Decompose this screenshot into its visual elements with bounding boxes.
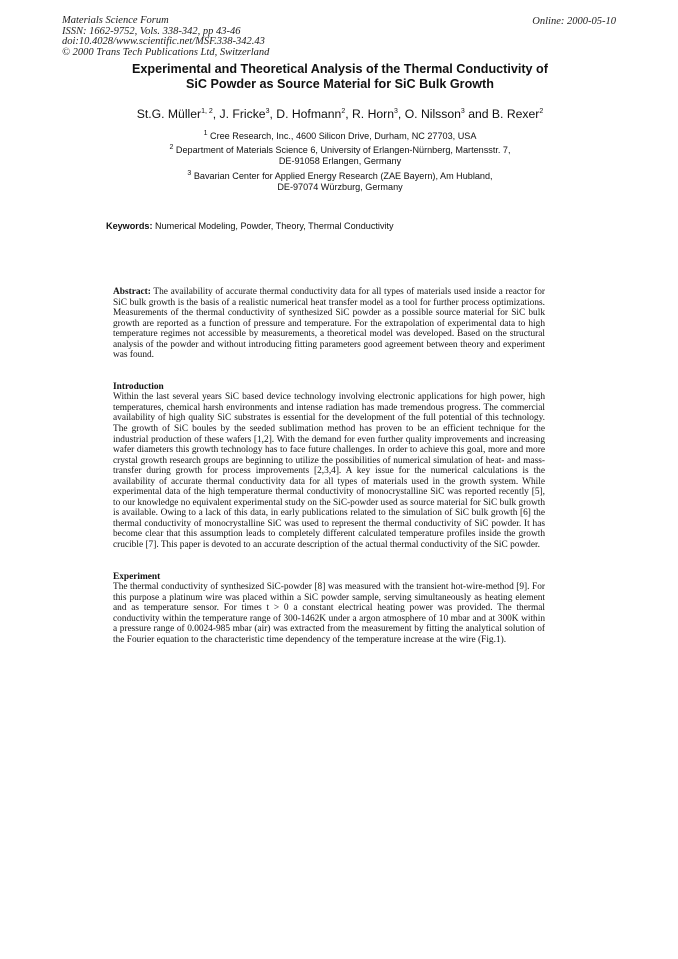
affiliation-line: Cree Research, Inc., 4600 Silicon Drive, Durham, NC 27703, USA: [210, 131, 477, 141]
author-separator: ,: [345, 107, 352, 121]
experiment-heading: Experiment: [113, 571, 161, 582]
author-name: R. Horn: [352, 107, 394, 121]
author-affiliation-ref: 3: [460, 107, 465, 115]
author-affiliation-ref: 2: [539, 107, 544, 115]
author-name: J. Fricke: [219, 107, 266, 121]
online-date: Online: 2000-05-10: [532, 16, 616, 27]
paper-body: [113, 287, 545, 645]
author-affiliation-ref: 3: [394, 107, 398, 115]
author-separator: ,: [397, 107, 405, 121]
affiliation: [60, 145, 620, 167]
introduction-text: Within the last several years SiC based device technology involving electronic applications for high power, high temperatures, chemical harsh environments and intense radiation has made tremendous progress. The commercial availability of high quality SiC substrates is essential for the development of the full potential of this technology. The growth of SiC boules by the seeded sublimation method has proven to be an efficient technique for the industrial production of these wafers [1,2]. With the demand for even further quality improvements and increasing wafer diameters this growth technology has to face future challenges. In order to achieve this goal, more and more crystal growth research groups are beginning to utilize the possibilities of numerical simulation of heat- and mass-transfer during growth for process improvements [2,3,4]. A key issue for the numerical calculations is the availability of accurate thermal conductivity data for all types of materials used in the growth system. While experimental data of the high temperature thermal conductivity of monocrystalline SiC was reported recently [5], to our knowledge no equivalent experimental study on the SiC-powder used as source material for SiC bulk growth is available. Owing to a lack of this data, in early publications related to the simulation of SiC bulk growth [6] the thermal conductivity of monocrystalline SiC was used to represent the thermal conductivity of SiC powder. It has become clear that this assumption leads to completely different calculated temperature profiles inside the growth crucible [7]. This paper is devoted to an accurate description of the actual thermal conductivity of the SiC powder.: [113, 392, 545, 551]
author-name: O. Nilsson: [404, 107, 461, 121]
author-separator: and: [464, 107, 492, 121]
affiliation-line: Bavarian Center for Applied Energy Research (ZAE Bayern), Am Hubland,: [193, 170, 493, 181]
author-separator: ,: [212, 107, 220, 121]
author-separator: ,: [269, 107, 277, 121]
keywords-label: Keywords:: [106, 221, 153, 231]
affiliation-line: DE-91058 Erlangen, Germany: [278, 156, 402, 167]
doi-line: doi:10.4028/www.scientific.net/MSF.338-342.43: [62, 36, 265, 48]
keywords-text: Numerical Modeling, Powder, Theory, Thermal Conductivity: [155, 221, 394, 231]
author-affiliation-ref: 2: [341, 107, 346, 115]
author-name: St.G. Müller: [136, 107, 202, 121]
abstract-label: Abstract:: [113, 287, 151, 297]
affiliations: [60, 131, 620, 196]
affiliation-line: DE-97074 Würzburg, Germany: [277, 181, 403, 192]
affiliation: [60, 131, 620, 142]
copyright-line: © 2000 Trans Tech Publications Ltd, Switzerland: [62, 46, 270, 58]
affiliation-line: Department of Materials Science 6, University of Erlangen-Nürnberg, Martensstr. 7,: [175, 145, 511, 156]
issn-line: ISSN: 1662-9752, Vols. 338-342, pp 43-46: [62, 25, 241, 37]
affiliation-number: 1: [203, 129, 208, 137]
title-line-2: SiC Powder as Source Material for SiC Bulk Growth: [186, 77, 494, 91]
author-name: D. Hofmann: [276, 107, 342, 121]
author-affiliation-ref: 1, 2: [201, 107, 213, 115]
experiment-text: The thermal conductivity of synthesized SiC-powder [8] was measured with the transient hot-wire-method [9]. For this purpose a platinum wire was placed within a SiC powder sample, serving simultaneously as heating element and as temperature sensor. For times t > 0 a constant electrical heating power was provided. The thermal conductivity within the temperature range of 300-1462K under a argon atmosphere of 10 mbar and at 300K within a pressure range of 0.0024-985 mbar (air) was extracted from the measurement by fitting the analytical solution of the Fourier equation to the characteristic time dependency of the temperature increase at the wire (Fig.1).: [113, 582, 545, 645]
abstract: [113, 287, 545, 361]
introduction-heading: Introduction: [113, 381, 164, 392]
journal-name: Materials Science Forum: [62, 15, 169, 26]
paper-title: [60, 62, 620, 92]
author-name: B. Rexer: [491, 107, 540, 121]
author-list: [60, 107, 620, 121]
affiliation: [60, 171, 620, 193]
affiliation-number: 2: [169, 144, 174, 152]
author-affiliation-ref: 3: [265, 107, 270, 115]
keywords: [106, 221, 606, 231]
title-line-1: Experimental and Theoretical Analysis of the Thermal Conductivity of: [132, 62, 548, 76]
abstract-text: The availability of accurate thermal conductivity data for all types of materials used inside a reactor for SiC bulk growth is the basis of a realistic numerical heat transfer model as a tool for further process optimizations. Measurements of the thermal conductivity of synthesized SiC powder as a possible source material for SiC bulk growth are reported as a function of pressure and temperature. For the extrapolation of experimental data to high temperature regimes not accessible by measurements, a theoretical model was developed. Based on the structural analysis of the powder and without introducing fitting parameters good agreement between theory and experiment was found.: [113, 287, 545, 361]
affiliation-number: 3: [187, 169, 192, 177]
